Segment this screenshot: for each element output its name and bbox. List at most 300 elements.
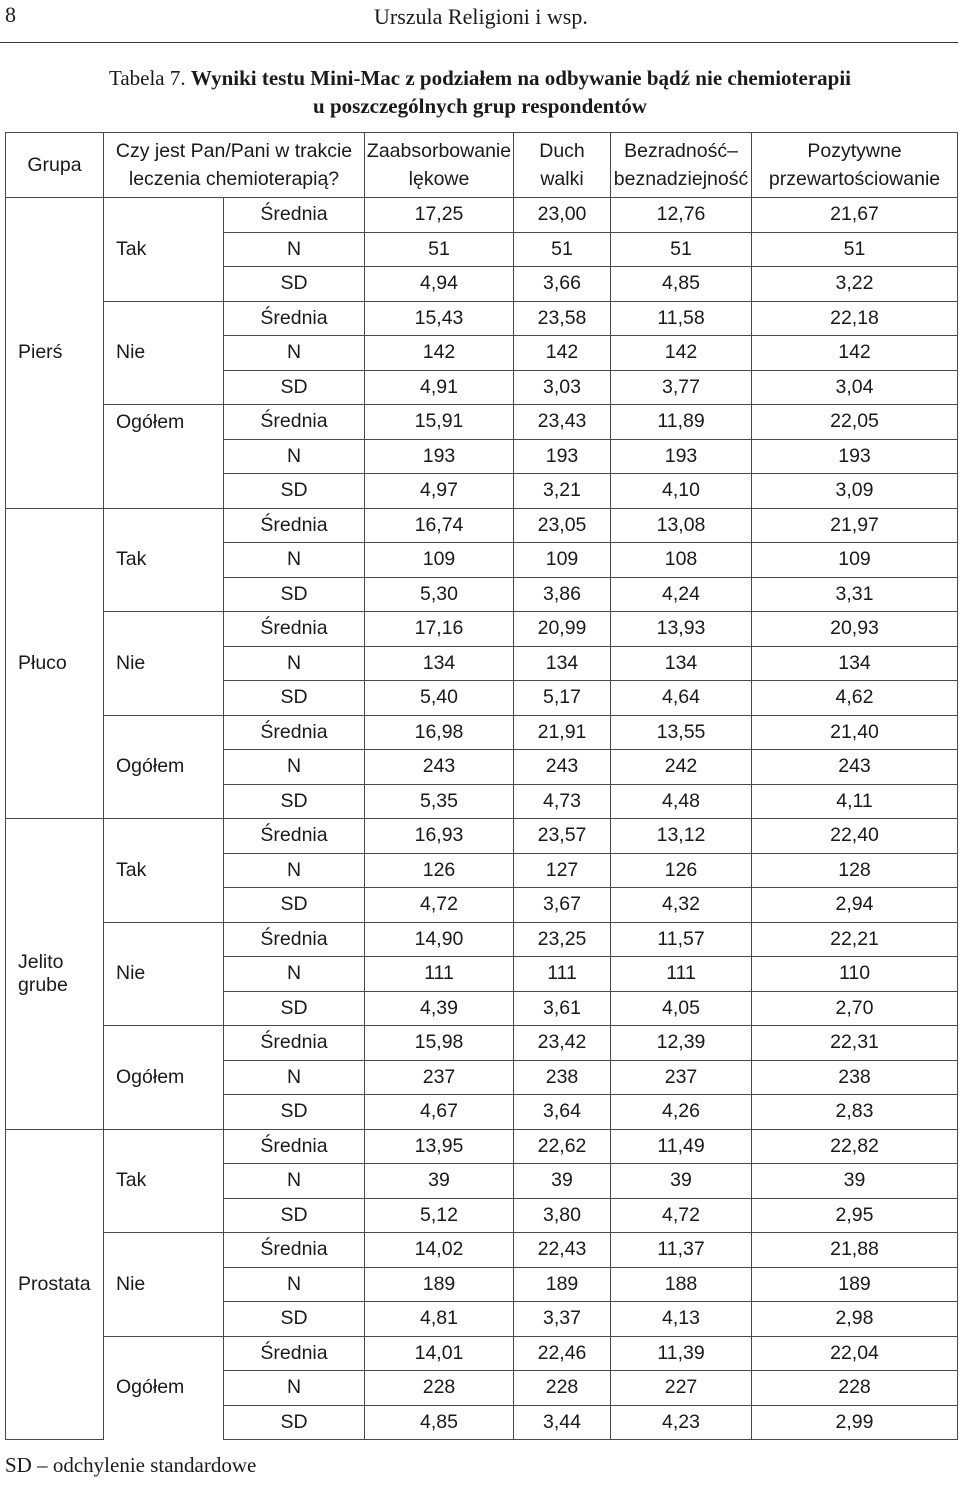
stat-label-cell: N [224, 439, 365, 474]
table-row [6, 991, 958, 1026]
value-cell: 189 [365, 1267, 514, 1302]
group-name-line-2: grube [18, 973, 68, 996]
group-name-line-1: Płuco [18, 651, 67, 674]
value-cell: 2,99 [752, 1405, 958, 1440]
value-cell: 13,93 [611, 612, 752, 647]
value-cell: 11,89 [611, 405, 752, 440]
chemotherapy-cell [104, 784, 224, 819]
table-row [6, 1129, 958, 1164]
table-row [6, 715, 958, 750]
value-cell: 51 [752, 232, 958, 267]
value-cell: 228 [514, 1371, 611, 1406]
chemotherapy-label: Tak [116, 1169, 147, 1192]
value-cell: 134 [514, 646, 611, 681]
value-cell: 2,98 [752, 1302, 958, 1337]
chemotherapy-label: Ogółem [116, 1065, 185, 1088]
stat-label-cell: N [224, 1371, 365, 1406]
header-fighting-spirit [514, 133, 611, 198]
chemotherapy-cell [104, 508, 224, 543]
value-cell: 3,61 [514, 991, 611, 1026]
stat-label-cell: Średnia [224, 1233, 365, 1268]
value-cell: 4,48 [611, 784, 752, 819]
value-cell: 142 [611, 336, 752, 371]
table-row [6, 198, 958, 233]
chemotherapy-cell [104, 474, 224, 509]
value-cell: 4,11 [752, 784, 958, 819]
value-cell: 111 [611, 957, 752, 992]
value-cell: 109 [365, 543, 514, 578]
chemotherapy-cell [104, 1371, 224, 1406]
value-cell: 13,12 [611, 819, 752, 854]
chemotherapy-cell [104, 715, 224, 750]
table-row [6, 1371, 958, 1406]
caption-label: Tabela 7. [108, 66, 186, 90]
stat-label-cell: SD [224, 1405, 365, 1440]
group-cell [6, 508, 104, 819]
chemotherapy-cell [104, 1164, 224, 1199]
value-cell: 4,81 [365, 1302, 514, 1337]
table-row [6, 370, 958, 405]
stat-label-cell: Średnia [224, 1129, 365, 1164]
stat-label-cell: Średnia [224, 198, 365, 233]
value-cell: 4,64 [611, 681, 752, 716]
value-cell: 3,64 [514, 1095, 611, 1130]
value-cell: 11,58 [611, 301, 752, 336]
value-cell: 3,67 [514, 888, 611, 923]
value-cell: 12,76 [611, 198, 752, 233]
header-chemotherapy-line-1: Czy jest Pan/Pani w trakcie [115, 140, 353, 162]
page-number: 8 [5, 2, 16, 27]
value-cell: 15,91 [365, 405, 514, 440]
value-cell: 21,88 [752, 1233, 958, 1268]
stat-label-cell: Średnia [224, 1336, 365, 1371]
value-cell: 4,72 [365, 888, 514, 923]
header-col1-line-2: lękowe [408, 168, 470, 190]
table-row [6, 336, 958, 371]
value-cell: 128 [752, 853, 958, 888]
table-row [6, 1267, 958, 1302]
table-row [6, 1060, 958, 1095]
header-col2-line-2: walki [540, 168, 584, 190]
value-cell: 23,00 [514, 198, 611, 233]
table-row [6, 267, 958, 302]
caption-title-line-1: Wyniki testu Mini-Mac z podziałem na odbywanie bądź nie chemioterapii [190, 66, 852, 90]
table-row [6, 543, 958, 578]
stat-label-cell: SD [224, 370, 365, 405]
value-cell: 51 [611, 232, 752, 267]
value-cell: 3,04 [752, 370, 958, 405]
value-cell: 237 [365, 1060, 514, 1095]
stat-label-cell: N [224, 853, 365, 888]
value-cell: 4,97 [365, 474, 514, 509]
value-cell: 22,46 [514, 1336, 611, 1371]
value-cell: 11,37 [611, 1233, 752, 1268]
chemotherapy-cell [104, 370, 224, 405]
table-row [6, 1198, 958, 1233]
value-cell: 126 [365, 853, 514, 888]
table-row [6, 1405, 958, 1440]
value-cell: 4,62 [752, 681, 958, 716]
value-cell: 2,95 [752, 1198, 958, 1233]
value-cell: 134 [752, 646, 958, 681]
value-cell: 108 [611, 543, 752, 578]
stat-label-cell: SD [224, 577, 365, 612]
value-cell: 17,25 [365, 198, 514, 233]
value-cell: 3,86 [514, 577, 611, 612]
chemotherapy-cell [104, 301, 224, 336]
value-cell: 2,83 [752, 1095, 958, 1130]
table-row [6, 301, 958, 336]
value-cell: 5,12 [365, 1198, 514, 1233]
running-header: Urszula Religioni i wsp. [374, 4, 588, 29]
group-cell [6, 1129, 104, 1440]
value-cell: 3,44 [514, 1405, 611, 1440]
value-cell: 23,42 [514, 1026, 611, 1061]
table-row [6, 957, 958, 992]
value-cell: 4,67 [365, 1095, 514, 1130]
header-group: Grupa [6, 133, 104, 198]
value-cell: 23,43 [514, 405, 611, 440]
value-cell: 15,43 [365, 301, 514, 336]
table-body [6, 198, 958, 1440]
value-cell: 4,73 [514, 784, 611, 819]
stat-label-cell: Średnia [224, 715, 365, 750]
chemotherapy-cell [104, 1060, 224, 1095]
group-name-line-1: Prostata [18, 1272, 91, 1295]
table-row [6, 577, 958, 612]
value-cell: 22,21 [752, 922, 958, 957]
value-cell: 5,35 [365, 784, 514, 819]
table-row [6, 784, 958, 819]
stat-label-cell: Średnia [224, 405, 365, 440]
chemotherapy-cell [104, 1405, 224, 1440]
value-cell: 4,91 [365, 370, 514, 405]
value-cell: 243 [752, 750, 958, 785]
chemotherapy-cell [104, 646, 224, 681]
stat-label-cell: SD [224, 1095, 365, 1130]
chemotherapy-label: Nie [116, 341, 146, 364]
header-positive-reappraisal [752, 133, 958, 198]
value-cell: 111 [514, 957, 611, 992]
value-cell: 23,57 [514, 819, 611, 854]
chemotherapy-cell [104, 1336, 224, 1371]
value-cell: 126 [611, 853, 752, 888]
stat-label-cell: N [224, 1060, 365, 1095]
value-cell: 193 [752, 439, 958, 474]
value-cell: 111 [365, 957, 514, 992]
value-cell: 22,40 [752, 819, 958, 854]
value-cell: 4,10 [611, 474, 752, 509]
value-cell: 20,93 [752, 612, 958, 647]
value-cell: 3,77 [611, 370, 752, 405]
chemotherapy-cell [104, 405, 224, 440]
chemotherapy-cell [104, 750, 224, 785]
value-cell: 39 [752, 1164, 958, 1199]
chemotherapy-cell [104, 888, 224, 923]
header-col4-line-1: Pozytywne [807, 140, 902, 162]
value-cell: 228 [752, 1371, 958, 1406]
table-row [6, 681, 958, 716]
stat-label-cell: SD [224, 784, 365, 819]
value-cell: 238 [752, 1060, 958, 1095]
value-cell: 17,16 [365, 612, 514, 647]
value-cell: 243 [365, 750, 514, 785]
caption-line-1 [0, 64, 960, 92]
stat-label-cell: N [224, 750, 365, 785]
chemotherapy-cell [104, 1129, 224, 1164]
value-cell: 20,99 [514, 612, 611, 647]
stat-label-cell: SD [224, 1198, 365, 1233]
value-cell: 23,25 [514, 922, 611, 957]
stat-label-cell: Średnia [224, 1026, 365, 1061]
value-cell: 22,18 [752, 301, 958, 336]
chemotherapy-cell [104, 336, 224, 371]
chemotherapy-cell [104, 1095, 224, 1130]
value-cell: 193 [514, 439, 611, 474]
stat-label-cell: N [224, 957, 365, 992]
value-cell: 142 [752, 336, 958, 371]
stat-label-cell: N [224, 646, 365, 681]
value-cell: 4,32 [611, 888, 752, 923]
table-row [6, 922, 958, 957]
value-cell: 3,03 [514, 370, 611, 405]
value-cell: 21,40 [752, 715, 958, 750]
value-cell: 193 [365, 439, 514, 474]
value-cell: 5,30 [365, 577, 514, 612]
value-cell: 3,37 [514, 1302, 611, 1337]
table-row [6, 853, 958, 888]
chemotherapy-label: Ogółem [116, 410, 185, 433]
stat-label-cell: Średnia [224, 819, 365, 854]
chemotherapy-cell [104, 1267, 224, 1302]
value-cell: 193 [611, 439, 752, 474]
value-cell: 15,98 [365, 1026, 514, 1061]
table-row [6, 819, 958, 854]
chemotherapy-cell [104, 1302, 224, 1337]
stat-label-cell: N [224, 1267, 365, 1302]
value-cell: 4,13 [611, 1302, 752, 1337]
chemotherapy-label: Nie [116, 651, 146, 674]
stat-label-cell: SD [224, 474, 365, 509]
stat-label-cell: Średnia [224, 922, 365, 957]
value-cell: 22,04 [752, 1336, 958, 1371]
value-cell: 134 [365, 646, 514, 681]
value-cell: 4,85 [611, 267, 752, 302]
table-row [6, 1302, 958, 1337]
footnote: SD – odchylenie standardowe [5, 1453, 257, 1477]
header-row [6, 133, 958, 198]
value-cell: 134 [611, 646, 752, 681]
stat-label-cell: SD [224, 1302, 365, 1337]
table-row [6, 439, 958, 474]
value-cell: 4,05 [611, 991, 752, 1026]
value-cell: 142 [365, 336, 514, 371]
chemotherapy-label: Tak [116, 237, 147, 260]
chemotherapy-cell [104, 957, 224, 992]
table-row [6, 508, 958, 543]
chemotherapy-cell [104, 439, 224, 474]
value-cell: 3,80 [514, 1198, 611, 1233]
group-name-line-1: Jelito [18, 950, 64, 973]
header-chemotherapy-line-2: leczenia chemioterapią? [128, 168, 340, 190]
value-cell: 227 [611, 1371, 752, 1406]
value-cell: 51 [514, 232, 611, 267]
value-cell: 22,43 [514, 1233, 611, 1268]
value-cell: 4,39 [365, 991, 514, 1026]
value-cell: 3,09 [752, 474, 958, 509]
value-cell: 13,55 [611, 715, 752, 750]
value-cell: 11,39 [611, 1336, 752, 1371]
table-row [6, 646, 958, 681]
chemotherapy-cell [104, 1233, 224, 1268]
value-cell: 3,66 [514, 267, 611, 302]
header-col3-line-2: beznadziejność [613, 168, 749, 190]
value-cell: 2,94 [752, 888, 958, 923]
chemotherapy-cell [104, 991, 224, 1026]
value-cell: 21,97 [752, 508, 958, 543]
value-cell: 11,49 [611, 1129, 752, 1164]
chemotherapy-label: Tak [116, 548, 147, 571]
table-row [6, 1026, 958, 1061]
chemotherapy-cell [104, 267, 224, 302]
value-cell: 109 [752, 543, 958, 578]
header-col1-line-1: Zaabsorbowanie [366, 140, 512, 162]
value-cell: 16,74 [365, 508, 514, 543]
chemotherapy-cell [104, 1026, 224, 1061]
stat-label-cell: Średnia [224, 508, 365, 543]
header-col3-line-1: Bezradność– [624, 140, 738, 162]
value-cell: 2,70 [752, 991, 958, 1026]
chemotherapy-label: Tak [116, 858, 147, 881]
table-row [6, 1233, 958, 1268]
value-cell: 23,05 [514, 508, 611, 543]
value-cell: 243 [514, 750, 611, 785]
value-cell: 189 [752, 1267, 958, 1302]
table-row [6, 1164, 958, 1199]
value-cell: 22,31 [752, 1026, 958, 1061]
stat-label-cell: Średnia [224, 301, 365, 336]
value-cell: 3,31 [752, 577, 958, 612]
group-name-line-1: Pierś [18, 341, 63, 364]
value-cell: 21,91 [514, 715, 611, 750]
header-rule [0, 42, 958, 43]
table-row [6, 405, 958, 440]
value-cell: 109 [514, 543, 611, 578]
value-cell: 22,82 [752, 1129, 958, 1164]
stat-label-cell: Średnia [224, 612, 365, 647]
stat-label-cell: N [224, 543, 365, 578]
value-cell: 13,95 [365, 1129, 514, 1164]
stat-label-cell: SD [224, 681, 365, 716]
header-col4-line-2: przewartościowanie [768, 168, 941, 190]
chemotherapy-label: Ogółem [116, 1376, 185, 1399]
value-cell: 23,58 [514, 301, 611, 336]
value-cell: 4,26 [611, 1095, 752, 1130]
value-cell: 51 [365, 232, 514, 267]
value-cell: 110 [752, 957, 958, 992]
value-cell: 3,22 [752, 267, 958, 302]
value-cell: 4,85 [365, 1405, 514, 1440]
header-anxious-preoccupation [365, 133, 514, 198]
value-cell: 39 [514, 1164, 611, 1199]
value-cell: 22,05 [752, 405, 958, 440]
value-cell: 127 [514, 853, 611, 888]
value-cell: 12,39 [611, 1026, 752, 1061]
chemotherapy-cell [104, 1198, 224, 1233]
header-chemotherapy [104, 133, 365, 198]
value-cell: 16,93 [365, 819, 514, 854]
value-cell: 14,90 [365, 922, 514, 957]
value-cell: 189 [514, 1267, 611, 1302]
stat-label-cell: SD [224, 991, 365, 1026]
header-helplessness-hopelessness [611, 133, 752, 198]
value-cell: 14,01 [365, 1336, 514, 1371]
value-cell: 5,17 [514, 681, 611, 716]
chemotherapy-cell [104, 612, 224, 647]
value-cell: 238 [514, 1060, 611, 1095]
value-cell: 13,08 [611, 508, 752, 543]
group-cell [6, 819, 104, 1130]
header-col2-line-1: Duch [539, 140, 585, 162]
value-cell: 4,23 [611, 1405, 752, 1440]
value-cell: 4,94 [365, 267, 514, 302]
value-cell: 3,21 [514, 474, 611, 509]
table-row [6, 474, 958, 509]
stat-label-cell: N [224, 232, 365, 267]
value-cell: 228 [365, 1371, 514, 1406]
chemotherapy-cell [104, 543, 224, 578]
table-row [6, 750, 958, 785]
value-cell: 4,72 [611, 1198, 752, 1233]
value-cell: 142 [514, 336, 611, 371]
chemotherapy-cell [104, 819, 224, 854]
chemotherapy-cell [104, 681, 224, 716]
table-row [6, 888, 958, 923]
value-cell: 16,98 [365, 715, 514, 750]
results-table [5, 132, 958, 1440]
value-cell: 4,24 [611, 577, 752, 612]
stat-label-cell: SD [224, 267, 365, 302]
table-row [6, 1336, 958, 1371]
group-cell [6, 198, 104, 509]
chemotherapy-label: Nie [116, 962, 146, 985]
stat-label-cell: N [224, 1164, 365, 1199]
value-cell: 188 [611, 1267, 752, 1302]
chemotherapy-cell [104, 577, 224, 612]
table-caption [0, 64, 960, 120]
value-cell: 21,67 [752, 198, 958, 233]
chemotherapy-label: Ogółem [116, 755, 185, 778]
table-row [6, 612, 958, 647]
value-cell: 237 [611, 1060, 752, 1095]
table-row [6, 1095, 958, 1130]
chemotherapy-cell [104, 232, 224, 267]
value-cell: 39 [365, 1164, 514, 1199]
caption-title-line-2: u poszczególnych grup respondentów [313, 94, 647, 118]
value-cell: 242 [611, 750, 752, 785]
value-cell: 11,57 [611, 922, 752, 957]
value-cell: 22,62 [514, 1129, 611, 1164]
stat-label-cell: N [224, 336, 365, 371]
stat-label-cell: SD [224, 888, 365, 923]
chemotherapy-cell [104, 853, 224, 888]
chemotherapy-label: Nie [116, 1272, 146, 1295]
chemotherapy-cell [104, 922, 224, 957]
chemotherapy-cell [104, 198, 224, 233]
value-cell: 14,02 [365, 1233, 514, 1268]
table-row [6, 232, 958, 267]
value-cell: 39 [611, 1164, 752, 1199]
